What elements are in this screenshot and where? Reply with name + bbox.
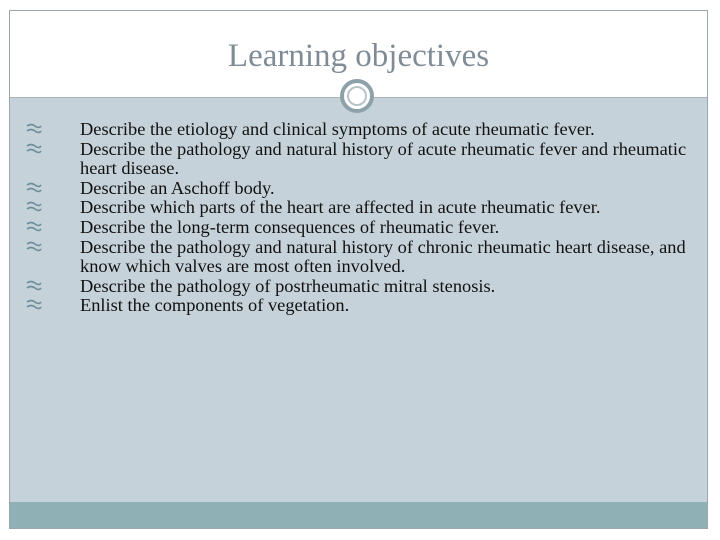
wavy-lines-icon bbox=[26, 280, 42, 292]
objective-text: Describe the long-term consequences of rheumatic fever. bbox=[80, 216, 500, 237]
footer-band bbox=[10, 502, 707, 528]
wavy-lines-icon bbox=[26, 201, 42, 213]
objective-item bbox=[26, 238, 696, 277]
objectives-list bbox=[26, 120, 696, 316]
ring-ornament-inner bbox=[347, 86, 367, 106]
wavy-lines-icon bbox=[26, 123, 42, 135]
objective-text: Describe an Aschoff body. bbox=[80, 177, 275, 198]
objective-item bbox=[26, 277, 696, 297]
slide-title: Learning objectives bbox=[227, 38, 490, 74]
objective-item bbox=[26, 179, 696, 199]
wavy-lines-icon bbox=[26, 299, 42, 311]
objective-text: Enlist the components of vegetation. bbox=[80, 295, 350, 316]
objective-text: Describe the pathology of postrheumatic mitral stenosis. bbox=[80, 275, 496, 296]
objective-item bbox=[26, 198, 696, 218]
wavy-lines-icon bbox=[26, 143, 42, 155]
objective-item bbox=[26, 218, 696, 238]
objective-text: Describe the pathology and natural history of chronic rheumatic heart disease, and know which valves are most often involved. bbox=[80, 236, 686, 277]
wavy-lines-icon bbox=[26, 241, 42, 253]
objective-text: Describe the pathology and natural history of acute rheumatic fever and rheumatic heart disease. bbox=[80, 138, 687, 179]
wavy-lines-icon bbox=[26, 221, 42, 233]
wavy-lines-icon bbox=[26, 182, 42, 194]
objective-item bbox=[26, 296, 696, 316]
objective-text: Describe the etiology and clinical symptoms of acute rheumatic fever. bbox=[80, 119, 595, 139]
objective-item bbox=[26, 140, 696, 179]
objective-item bbox=[26, 120, 696, 140]
objective-text: Describe which parts of the heart are affected in acute rheumatic fever. bbox=[80, 197, 601, 218]
